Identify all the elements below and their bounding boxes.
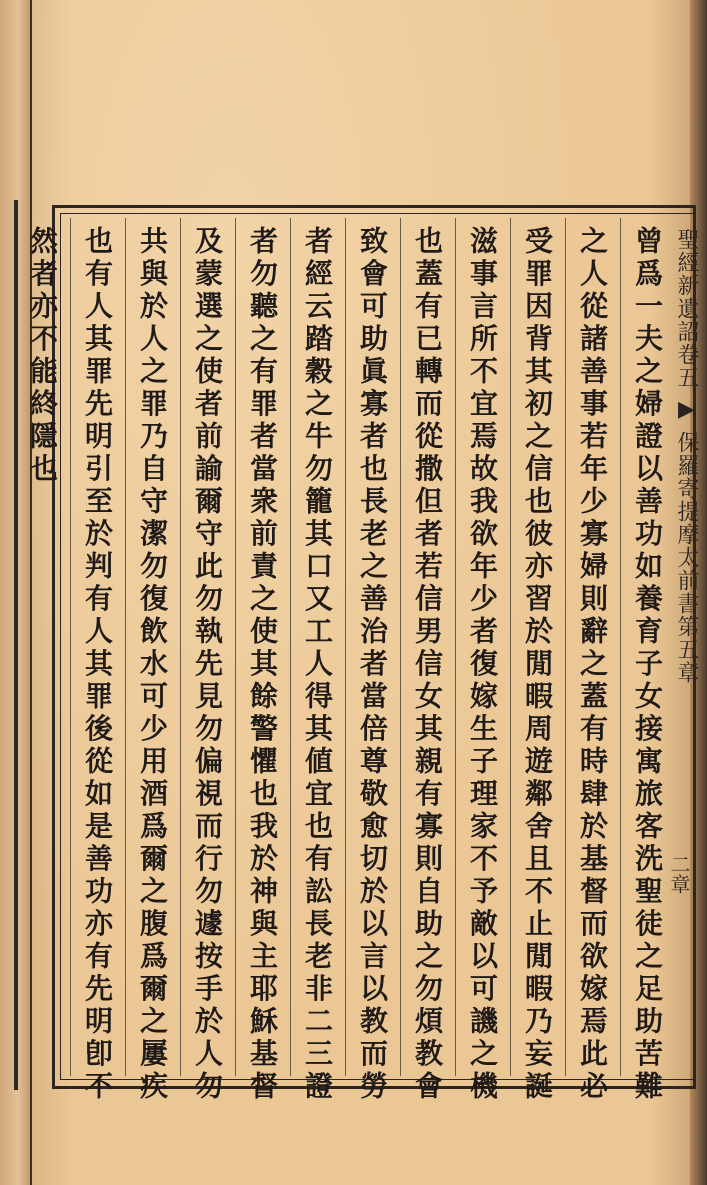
text-column-5: 也蓋有已轉而從撒但者若信男信女其親有寡則自助之勿煩教會 bbox=[400, 218, 455, 1076]
text-column-4: 滋事言所不宜焉故我欲年少者復嫁生子理家不予敵以可譏之機 bbox=[455, 218, 510, 1076]
text-column-10: 共與於人之罪乃自守潔勿復飲水可少用酒爲爾之腹爲爾之屢疾 bbox=[125, 218, 180, 1076]
page-number: 二章 bbox=[667, 854, 691, 894]
text-column-7: 者經云踏穀之牛勿籠其口又工人得其値宜也有訟長老非二三證 bbox=[290, 218, 345, 1076]
text-column-6: 致會可助眞寡者也長老之善治者當倍尊敬愈切於以言以教而勞 bbox=[345, 218, 400, 1076]
book-title: 聖經新遺詔卷五 bbox=[674, 228, 699, 389]
fishtail-mark: ▶ bbox=[674, 397, 699, 423]
text-column-9: 及蒙選之使者前諭爾守此勿執先見勿偏視而行勿遽按手於人勿 bbox=[180, 218, 235, 1076]
text-column-12: 然者亦不能終隱也 bbox=[26, 226, 59, 486]
text-column-11: 也有人其罪先明引至於判有人其罪後從如是善功亦有先明卽不 bbox=[70, 218, 125, 1076]
running-header bbox=[675, 218, 697, 1076]
text-column-1: 曾爲一夫之婦證以善功如養育子女接寓旅客洗聖徒之足助苦難 bbox=[620, 218, 675, 1076]
text-column-8: 者勿聽之有罪者當衆前責之使其餘警懼也我於神與主耶穌基督 bbox=[235, 218, 290, 1076]
text-frame bbox=[26, 205, 699, 1104]
text-column-3: 受罪因背其初之信也彼亦習於閒暇周遊鄰舍且不止閒暇乃妄誕 bbox=[510, 218, 565, 1076]
chapter-title: 保羅寄提摩太前書第五章 bbox=[674, 431, 699, 684]
text-column-2: 之人從諸善事若年少寡婦則辭之蓋有時肆於基督而欲嫁焉此必 bbox=[565, 218, 620, 1076]
text-frame-inner bbox=[26, 213, 699, 1104]
